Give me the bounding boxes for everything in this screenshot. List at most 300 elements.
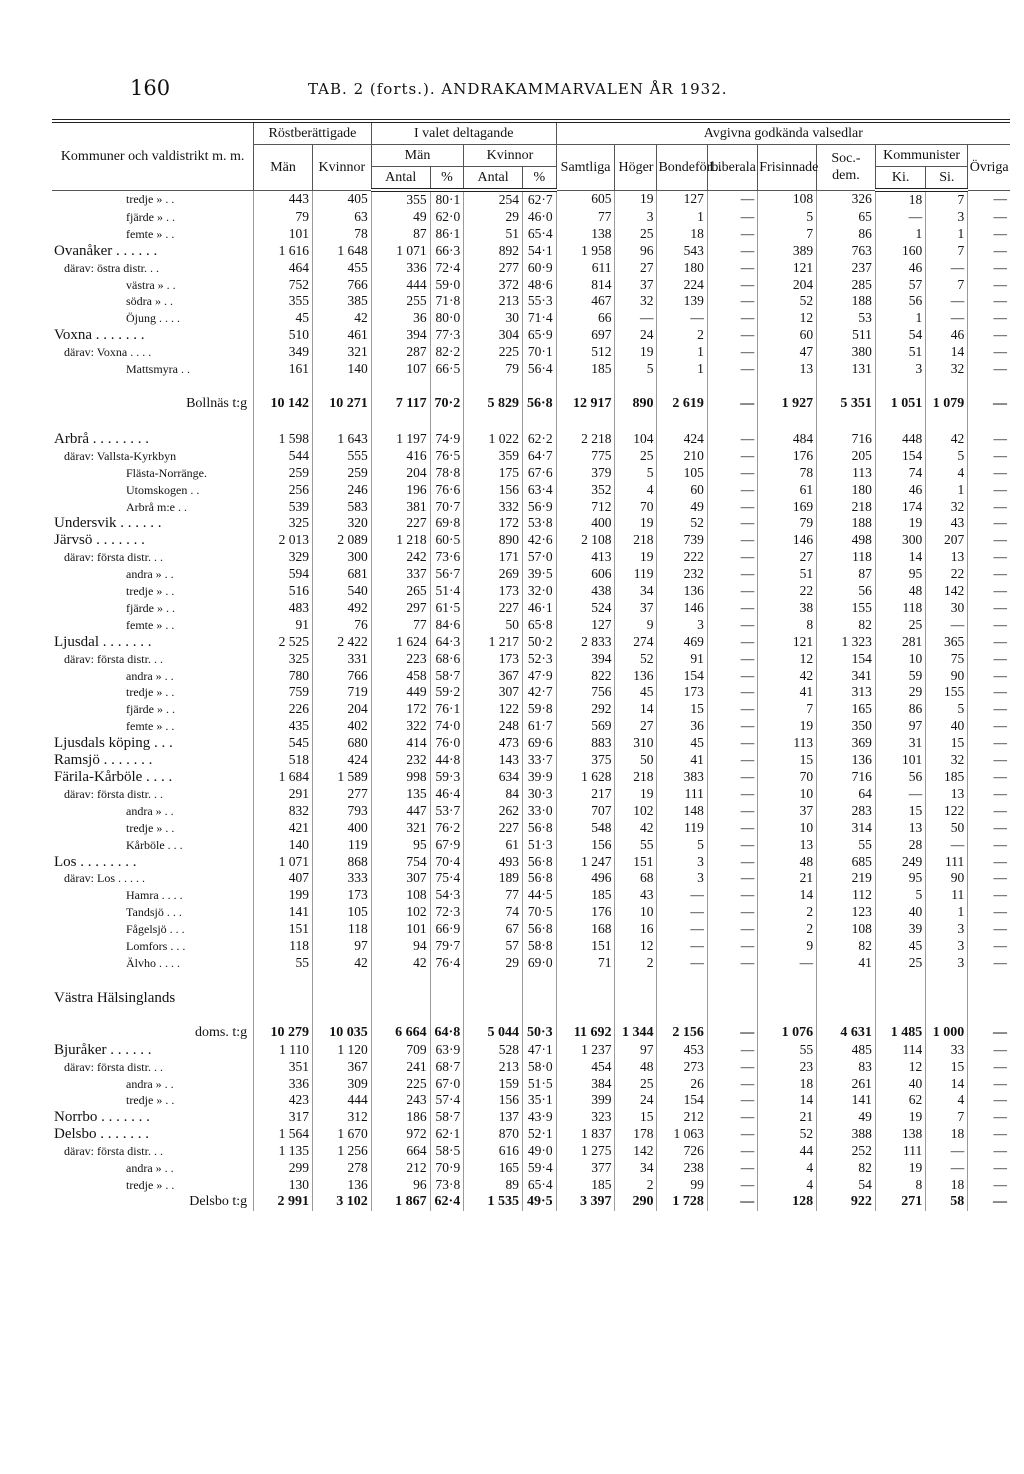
table-row bbox=[52, 344, 1010, 361]
row-label: Älvho . . . . bbox=[52, 955, 254, 972]
spacer-cell bbox=[556, 378, 615, 396]
table-cell bbox=[615, 990, 657, 1007]
table-row bbox=[52, 260, 1010, 277]
table-cell: 36 bbox=[657, 718, 707, 735]
table-cell: 122 bbox=[464, 701, 523, 718]
table-cell: — bbox=[707, 887, 757, 904]
table-cell: 369 bbox=[817, 735, 876, 752]
table-cell: 605 bbox=[556, 190, 615, 209]
table-cell: 55·3 bbox=[523, 293, 557, 310]
table-cell: 139 bbox=[657, 293, 707, 310]
table-cell: 52 bbox=[758, 1126, 817, 1143]
table-cell: 127 bbox=[657, 190, 707, 209]
table-cell: 1 051 bbox=[875, 396, 925, 413]
table-cell: — bbox=[707, 1109, 757, 1126]
table-cell: 54·3 bbox=[430, 887, 464, 904]
table-cell: 4 bbox=[615, 482, 657, 499]
row-label: Ramsjö . . . . . . . bbox=[52, 752, 254, 769]
table-cell: 307 bbox=[371, 870, 430, 887]
row-label: Fågelsjö . . . bbox=[52, 921, 254, 938]
row-label: fjärde » . . bbox=[52, 209, 254, 226]
spacer-cell bbox=[707, 1007, 757, 1025]
table-cell: 53·8 bbox=[523, 515, 557, 532]
table-cell: 1 022 bbox=[464, 431, 523, 448]
table-row bbox=[52, 1109, 1010, 1126]
table-cell: 21 bbox=[758, 870, 817, 887]
table-cell: 49 bbox=[657, 499, 707, 516]
table-cell: 52 bbox=[657, 515, 707, 532]
table-cell: 5 bbox=[926, 448, 968, 465]
table-cell: 47 bbox=[758, 344, 817, 361]
spacer-cell bbox=[707, 378, 757, 396]
table-cell: 76·4 bbox=[430, 955, 464, 972]
table-cell: 19 bbox=[758, 718, 817, 735]
spacer-cell bbox=[615, 972, 657, 990]
table-cell: 189 bbox=[464, 870, 523, 887]
table-cell: 4 bbox=[758, 1177, 817, 1194]
table-row bbox=[52, 1059, 1010, 1076]
table-cell: — bbox=[707, 260, 757, 277]
table-cell: 62·1 bbox=[430, 1126, 464, 1143]
table-row bbox=[52, 515, 1010, 532]
table-cell: 1 bbox=[926, 904, 968, 921]
table-cell: 285 bbox=[817, 277, 876, 294]
table-cell: 12 bbox=[758, 651, 817, 668]
table-cell bbox=[556, 990, 615, 1007]
table-cell: 156 bbox=[464, 482, 523, 499]
table-cell: 135 bbox=[371, 786, 430, 803]
row-label: Kårböle . . . bbox=[52, 837, 254, 854]
table-cell: 2 bbox=[615, 955, 657, 972]
table-cell: — bbox=[707, 1042, 757, 1059]
table-cell: 141 bbox=[254, 904, 313, 921]
table-row bbox=[52, 549, 1010, 566]
table-cell: 84·6 bbox=[430, 617, 464, 634]
table-row bbox=[52, 684, 1010, 701]
table-cell bbox=[254, 990, 313, 1007]
table-cell: 63·9 bbox=[430, 1042, 464, 1059]
table-cell: 709 bbox=[371, 1042, 430, 1059]
table-cell: 870 bbox=[464, 1126, 523, 1143]
table-cell: 101 bbox=[875, 752, 925, 769]
table-cell: — bbox=[993, 887, 1007, 903]
spacer-cell bbox=[312, 378, 371, 396]
spacer-cell bbox=[523, 972, 557, 990]
table-cell: — bbox=[993, 853, 1007, 869]
table-cell: 210 bbox=[657, 448, 707, 465]
table-cell: 697 bbox=[556, 327, 615, 344]
table-cell: 57 bbox=[464, 938, 523, 955]
table-cell: 43·9 bbox=[523, 1109, 557, 1126]
table-cell: — bbox=[993, 785, 1007, 801]
table-cell: 15 bbox=[926, 735, 968, 752]
table-cell: 7 117 bbox=[371, 396, 430, 413]
table-cell: 46 bbox=[875, 482, 925, 499]
table-cell: 13 bbox=[758, 837, 817, 854]
spacer-cell bbox=[371, 378, 430, 396]
table-cell: 72·3 bbox=[430, 904, 464, 921]
table-cell: — bbox=[707, 396, 757, 413]
table-row bbox=[52, 769, 1010, 786]
table-cell: 37 bbox=[615, 277, 657, 294]
table-cell: 151 bbox=[556, 938, 615, 955]
table-cell: 7 bbox=[926, 190, 968, 209]
row-label: västra » . . bbox=[52, 277, 254, 294]
table-cell: 22 bbox=[926, 566, 968, 583]
table-cell: 82 bbox=[817, 938, 876, 955]
spacer-cell bbox=[875, 413, 925, 431]
table-cell: 63 bbox=[312, 209, 371, 226]
table-cell: 381 bbox=[371, 499, 430, 516]
table-cell: 237 bbox=[817, 260, 876, 277]
table-cell: — bbox=[707, 1143, 757, 1160]
table-cell: 50 bbox=[615, 752, 657, 769]
table-cell: 58·7 bbox=[430, 668, 464, 685]
table-cell: 66·9 bbox=[430, 921, 464, 938]
table-cell: 56·7 bbox=[430, 566, 464, 583]
table-cell: — bbox=[707, 820, 757, 837]
table-cell: 128 bbox=[758, 1194, 817, 1211]
table-cell: 2 013 bbox=[254, 532, 313, 549]
table-cell: 55 bbox=[615, 837, 657, 854]
table-cell: — bbox=[993, 327, 1007, 343]
table-cell: 35·1 bbox=[523, 1092, 557, 1109]
table-cell: — bbox=[993, 650, 1007, 666]
table-cell: 41 bbox=[817, 955, 876, 972]
table-cell: — bbox=[707, 243, 757, 260]
table-cell: 27 bbox=[615, 260, 657, 277]
table-cell: 140 bbox=[254, 837, 313, 854]
table-cell: 226 bbox=[254, 701, 313, 718]
table-cell: 388 bbox=[817, 1126, 876, 1143]
table-row bbox=[52, 431, 1010, 448]
table-cell: 67·6 bbox=[523, 465, 557, 482]
table-cell: — bbox=[993, 954, 1007, 970]
header-kvinnor-antal: Antal bbox=[464, 167, 523, 191]
table-cell: 76·5 bbox=[430, 448, 464, 465]
table-cell: 2 108 bbox=[556, 532, 615, 549]
table-cell: — bbox=[993, 904, 1007, 920]
table-cell: 70·5 bbox=[523, 904, 557, 921]
table-cell: 18 bbox=[926, 1126, 968, 1143]
table-cell: 6 664 bbox=[371, 1025, 430, 1042]
table-cell: 41 bbox=[758, 684, 817, 701]
table-cell: — bbox=[707, 735, 757, 752]
table-cell: 56·8 bbox=[523, 870, 557, 887]
table-cell: 444 bbox=[312, 1092, 371, 1109]
row-label: Järvsö . . . . . . . bbox=[52, 532, 254, 549]
table-cell: 56·8 bbox=[523, 396, 557, 413]
table-cell: — bbox=[993, 361, 1007, 377]
table-cell: 18 bbox=[875, 190, 925, 209]
table-cell: 173 bbox=[312, 887, 371, 904]
table-cell: — bbox=[993, 870, 1007, 886]
table-cell: — bbox=[707, 718, 757, 735]
table-cell: 18 bbox=[657, 226, 707, 243]
table-cell: 82 bbox=[817, 617, 876, 634]
table-cell: 66·5 bbox=[430, 361, 464, 378]
table-row bbox=[52, 921, 1010, 938]
table-cell: 1 670 bbox=[312, 1126, 371, 1143]
table-cell: 45 bbox=[254, 310, 313, 327]
table-cell: 48 bbox=[758, 854, 817, 871]
table-cell: 2 156 bbox=[657, 1025, 707, 1042]
table-cell: — bbox=[993, 938, 1007, 954]
table-cell: — bbox=[993, 515, 1007, 531]
table-cell: 1 bbox=[875, 226, 925, 243]
spacer-cell bbox=[817, 413, 876, 431]
table-cell: 634 bbox=[464, 769, 523, 786]
table-cell: 74·0 bbox=[430, 718, 464, 735]
table-cell: 528 bbox=[464, 1042, 523, 1059]
table-cell: 3 bbox=[657, 870, 707, 887]
table-cell: 118 bbox=[875, 600, 925, 617]
table-cell: — bbox=[707, 1194, 757, 1211]
table-cell: 664 bbox=[371, 1143, 430, 1160]
table-cell: 84 bbox=[464, 786, 523, 803]
table-cell: 51·5 bbox=[523, 1076, 557, 1093]
table-cell: 32 bbox=[926, 361, 968, 378]
table-cell: 438 bbox=[556, 583, 615, 600]
table-cell: 25 bbox=[615, 226, 657, 243]
spacer-cell bbox=[615, 378, 657, 396]
table-cell: 118 bbox=[254, 938, 313, 955]
table-cell: 74·9 bbox=[430, 431, 464, 448]
table-cell: 65·9 bbox=[523, 327, 557, 344]
table-cell: 40 bbox=[875, 1076, 925, 1093]
table-cell: 485 bbox=[817, 1042, 876, 1059]
table-cell: 67·9 bbox=[430, 837, 464, 854]
table-cell: — bbox=[707, 651, 757, 668]
spacer-cell bbox=[926, 413, 968, 431]
table-row bbox=[52, 955, 1010, 972]
table-cell: — bbox=[993, 1143, 1007, 1159]
spacer-cell bbox=[464, 972, 523, 990]
row-label: Ljusdals köping . . . bbox=[52, 735, 254, 752]
table-cell: 7 bbox=[926, 277, 968, 294]
table-row bbox=[52, 583, 1010, 600]
table-cell: 1 076 bbox=[758, 1025, 817, 1042]
table-cell: — bbox=[993, 1024, 1007, 1040]
table-cell: 290 bbox=[615, 1194, 657, 1211]
row-label: Voxna . . . . . . . bbox=[52, 327, 254, 344]
table-cell: 1 120 bbox=[312, 1042, 371, 1059]
table-cell: 1 837 bbox=[556, 1126, 615, 1143]
table-cell: 278 bbox=[312, 1160, 371, 1177]
table-cell: 62·0 bbox=[430, 209, 464, 226]
table-cell: 11 692 bbox=[556, 1025, 615, 1042]
table-cell: 89 bbox=[464, 1177, 523, 1194]
row-label: Lomfors . . . bbox=[52, 938, 254, 955]
table-cell: 259 bbox=[312, 465, 371, 482]
spacer-cell bbox=[615, 413, 657, 431]
table-cell: 218 bbox=[615, 769, 657, 786]
table-cell: 868 bbox=[312, 854, 371, 871]
table-cell: 136 bbox=[657, 583, 707, 600]
table-cell: 56·8 bbox=[523, 921, 557, 938]
table-cell: — bbox=[993, 1075, 1007, 1091]
table-cell: 51 bbox=[875, 344, 925, 361]
table-cell: — bbox=[926, 310, 968, 327]
table-cell: 174 bbox=[875, 499, 925, 516]
table-cell: 32 bbox=[926, 752, 968, 769]
table-header bbox=[52, 121, 1010, 190]
table-cell: 91 bbox=[254, 617, 313, 634]
table-cell: 379 bbox=[556, 465, 615, 482]
table-cell: 321 bbox=[371, 820, 430, 837]
row-label: Hamra . . . . bbox=[52, 887, 254, 904]
table-cell: 5 044 bbox=[464, 1025, 523, 1042]
table-cell: 822 bbox=[556, 668, 615, 685]
table-cell: 74 bbox=[875, 465, 925, 482]
header-rost-man: Män bbox=[254, 145, 313, 191]
table-cell: 766 bbox=[312, 277, 371, 294]
table-cell: 94 bbox=[371, 938, 430, 955]
table-cell: 96 bbox=[371, 1177, 430, 1194]
table-cell: 185 bbox=[556, 361, 615, 378]
table-cell: 36 bbox=[371, 310, 430, 327]
table-cell: 5 bbox=[926, 701, 968, 718]
table-cell: 336 bbox=[254, 1076, 313, 1093]
spacer-cell bbox=[556, 1007, 615, 1025]
table-cell: 57·0 bbox=[523, 549, 557, 566]
table-cell: 58·8 bbox=[523, 938, 557, 955]
table-row bbox=[52, 361, 1010, 378]
table-cell: 73·8 bbox=[430, 1177, 464, 1194]
table-cell: 76·2 bbox=[430, 820, 464, 837]
table-cell: 26 bbox=[657, 1076, 707, 1093]
table-cell: 79 bbox=[758, 515, 817, 532]
table-cell: 7 bbox=[758, 226, 817, 243]
table-cell: 467 bbox=[556, 293, 615, 310]
table-cell: — bbox=[926, 617, 968, 634]
table-cell: 70 bbox=[758, 769, 817, 786]
table-cell: 96 bbox=[615, 243, 657, 260]
table-cell bbox=[817, 990, 876, 1007]
row-label: tredje » . . bbox=[52, 190, 254, 209]
table-cell: 68·7 bbox=[430, 1059, 464, 1076]
table-cell: 169 bbox=[758, 499, 817, 516]
table-cell: — bbox=[707, 1177, 757, 1194]
table-cell: — bbox=[993, 498, 1007, 514]
table-cell: 1 bbox=[926, 226, 968, 243]
table-cell bbox=[312, 990, 371, 1007]
spacer-cell bbox=[758, 378, 817, 396]
table-cell: 71 bbox=[556, 955, 615, 972]
table-cell bbox=[657, 990, 707, 1007]
table-cell: 70·2 bbox=[430, 396, 464, 413]
table-cell: — bbox=[993, 802, 1007, 818]
table-row bbox=[52, 209, 1010, 226]
spacer-cell bbox=[52, 1007, 254, 1025]
table-cell: 292 bbox=[556, 701, 615, 718]
table-cell: 252 bbox=[817, 1143, 876, 1160]
row-label: därav: Los . . . . . bbox=[52, 870, 254, 887]
table-cell: 4 bbox=[926, 465, 968, 482]
table-cell: 70·9 bbox=[430, 1160, 464, 1177]
row-label: tredje » . . bbox=[52, 583, 254, 600]
table-cell: 511 bbox=[817, 327, 876, 344]
table-cell: 172 bbox=[464, 515, 523, 532]
table-cell: 1 616 bbox=[254, 243, 313, 260]
table-cell: 716 bbox=[817, 769, 876, 786]
table-cell: 69·6 bbox=[523, 735, 557, 752]
table-cell: 325 bbox=[254, 515, 313, 532]
table-cell: 716 bbox=[817, 431, 876, 448]
table-cell: 131 bbox=[817, 361, 876, 378]
table-cell: 350 bbox=[817, 718, 876, 735]
table-cell: — bbox=[707, 617, 757, 634]
table-cell: 543 bbox=[657, 243, 707, 260]
table-cell: 52 bbox=[615, 651, 657, 668]
table-row bbox=[52, 190, 1010, 209]
table-cell: — bbox=[993, 667, 1007, 683]
table-cell: 25 bbox=[875, 617, 925, 634]
spacer-cell bbox=[968, 378, 1010, 396]
table-cell: 165 bbox=[464, 1160, 523, 1177]
table-cell: 64·7 bbox=[523, 448, 557, 465]
table-cell: 1 000 bbox=[926, 1025, 968, 1042]
table-cell: — bbox=[707, 431, 757, 448]
table-cell: 3 bbox=[875, 361, 925, 378]
table-cell: 107 bbox=[371, 361, 430, 378]
table-cell: — bbox=[993, 1058, 1007, 1074]
table-row bbox=[52, 820, 1010, 837]
spacer-cell bbox=[556, 413, 615, 431]
table-cell: 8 bbox=[875, 1177, 925, 1194]
table-cell: 151 bbox=[615, 854, 657, 871]
table-cell: 24 bbox=[615, 327, 657, 344]
table-cell: 326 bbox=[817, 190, 876, 209]
table-cell: 222 bbox=[657, 549, 707, 566]
row-label: femte » . . bbox=[52, 226, 254, 243]
table-cell: 77 bbox=[556, 209, 615, 226]
spacer-cell bbox=[556, 972, 615, 990]
table-cell: 594 bbox=[254, 566, 313, 583]
table-cell: 375 bbox=[556, 752, 615, 769]
table-cell: 68·6 bbox=[430, 651, 464, 668]
header-kvinnor-pct: % bbox=[523, 167, 557, 191]
table-cell: 67·0 bbox=[430, 1076, 464, 1093]
spacer-cell bbox=[464, 1007, 523, 1025]
spacer-cell bbox=[657, 413, 707, 431]
header-kommunister: Kommunister bbox=[875, 145, 967, 167]
table-cell: 317 bbox=[254, 1109, 313, 1126]
row-label: andra » . . bbox=[52, 1076, 254, 1093]
table-cell: 79 bbox=[254, 209, 313, 226]
row-spacer bbox=[52, 413, 1010, 431]
table-cell: 113 bbox=[817, 465, 876, 482]
table-cell: 176 bbox=[758, 448, 817, 465]
table-cell: 146 bbox=[657, 600, 707, 617]
table-cell: 389 bbox=[758, 243, 817, 260]
table-cell: 355 bbox=[371, 190, 430, 209]
table-cell: 13 bbox=[926, 786, 968, 803]
row-label: Arbrå m:e . . bbox=[52, 499, 254, 516]
table-cell: 435 bbox=[254, 718, 313, 735]
header-ki: Ki. bbox=[875, 167, 925, 191]
table-cell: 42·6 bbox=[523, 532, 557, 549]
table-cell: 283 bbox=[817, 803, 876, 820]
table-cell: 611 bbox=[556, 260, 615, 277]
table-cell: — bbox=[707, 361, 757, 378]
table-cell: 204 bbox=[371, 465, 430, 482]
table-cell: — bbox=[993, 735, 1007, 751]
table-cell: 12 bbox=[875, 1059, 925, 1076]
table-cell: 18 bbox=[926, 1177, 968, 1194]
row-label: Bollnäs t:g bbox=[52, 396, 254, 413]
table-cell: 138 bbox=[556, 226, 615, 243]
